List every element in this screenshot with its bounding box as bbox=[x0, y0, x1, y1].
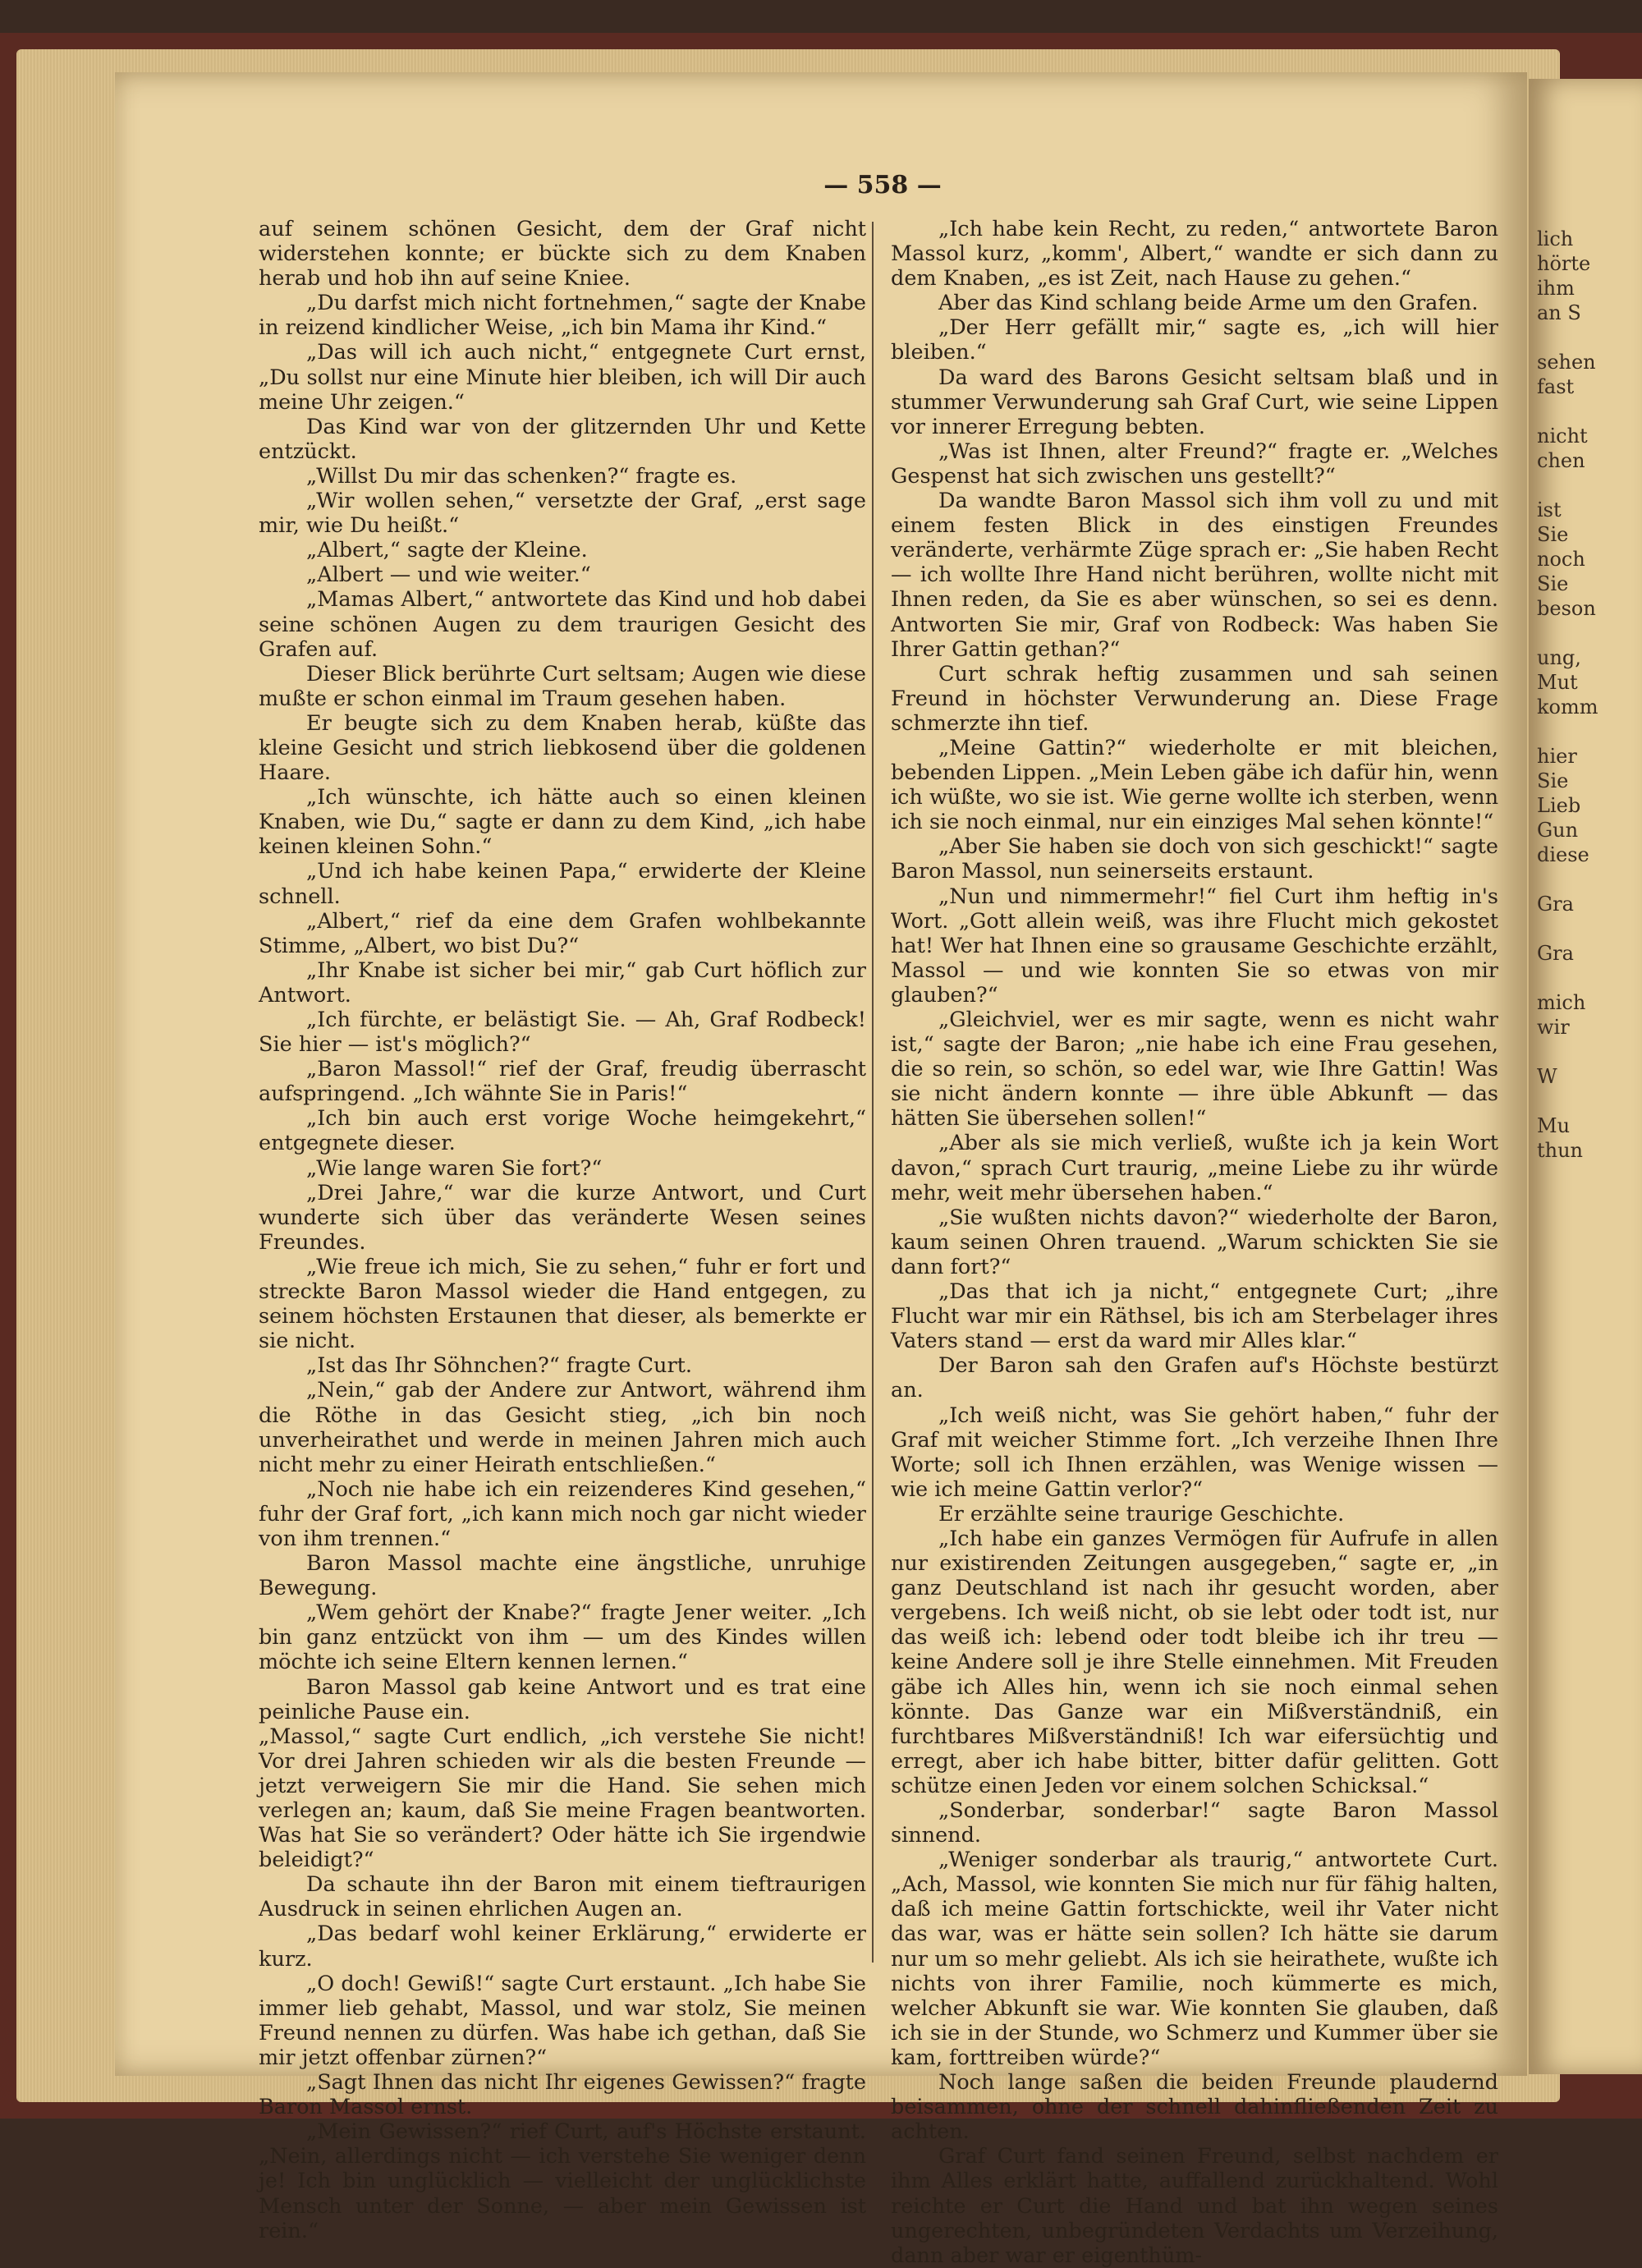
edge-fragment: Lieb bbox=[1537, 794, 1581, 817]
edge-fragment: hier bbox=[1537, 745, 1577, 768]
paragraph: „Aber als sie mich verließ, wußte ich ja kein Wort davon,“ sprach Curt traurig, „meine Liebe zu ihr würde mehr, weit mehr übersehen haben.“ bbox=[891, 1131, 1498, 1205]
paragraph: „Weniger sonderbar als traurig,“ antwortete Curt. „Ach, Massol, wie konnten Sie mich nur für fähig halten, daß ich meine Gattin fortschickte, weil ihr Vater nicht das war, was er hätte sein sollen? Ich hätte sie darum nur um so mehr geliebt. Als ich sie heirathete, wußte ich nichts von ihrer Familie, noch kümmerte es mich, welcher Abkunft sie war. Wie konnten Sie glauben, daß ich sie in der Stunde, wo Schmerz und Kummer über sie kam, forttreiben würde?“ bbox=[891, 1848, 1498, 2070]
paragraph: „Ich habe kein Recht, zu reden,“ antwortete Baron Massol kurz, „komm', Albert,“ wandte er sich dann zu dem Knaben, „es ist Zeit, nach Hause zu gehen.“ bbox=[891, 217, 1498, 292]
edge-fragment: Sie bbox=[1537, 572, 1569, 595]
paragraph: Curt schrak heftig zusammen und sah seinen Freund in höchster Verwunderung an. Diese Frage schmerzte ihn tief. bbox=[891, 661, 1498, 736]
edge-fragment bbox=[1537, 621, 1642, 645]
paragraph: „Noch nie habe ich ein reizenderes Kind gesehen,“ fuhr der Graf fort, „ich kann mich noch gar nicht wieder von ihm trennen.“ bbox=[259, 1476, 866, 1551]
paragraph: „Sonderbar, sonderbar!“ sagte Baron Massol sinnend. bbox=[891, 1798, 1498, 1848]
paragraph: „Ich habe ein ganzes Vermögen für Aufrufe in allen nur existirenden Zeitungen ausgegeben,“ sagte er, „in ganz Deutschland ist nach ihr gesucht worden, aber vergebens. Ich weiß nicht, ob sie lebt oder todt ist, nur das weiß ich: lebend oder todt bleibe ich ihr treu — keine Andere soll je ihre Stelle einnehmen. Mit Freuden gäbe ich Alles hin, wenn ich sie noch einmal sehen könnte. Das Ganze war ein Mißverständniß, ein furchtbares Mißverständniß! Ich war eifersüchtig und erregt, aber ich habe bitter, bitter dafür gelitten. Gott schütze einen Jeden vor einem solchen Schicksal.“ bbox=[891, 1526, 1498, 1798]
paragraph: „Albert — und wie weiter.“ bbox=[306, 562, 591, 588]
paragraph: „Sie wußten nichts davon?“ wiederholte der Baron, kaum seinen Ohren trauend. „Warum schickten Sie sie dann fort?“ bbox=[891, 1205, 1498, 1279]
paragraph: „Willst Du mir das schenken?“ fragte es. bbox=[306, 463, 737, 489]
paragraph: „Ich weiß nicht, was Sie gehört haben,“ fuhr der Graf mit weicher Stimme fort. „Ich verzeihe Ihnen Ihre Worte; soll ich Ihnen erzählen, was Wenige wissen — wie ich meine Gattin verlor?“ bbox=[891, 1403, 1498, 1502]
edge-fragment: Gra bbox=[1537, 893, 1574, 916]
edge-fragment: W bbox=[1537, 1065, 1557, 1088]
paragraph: „Wem gehört der Knabe?“ fragte Jener weiter. „Ich bin ganz entzückt von ihm — um des Kindes willen möchte ich seine Eltern kennen lernen.“ bbox=[259, 1600, 866, 1675]
paragraph: „Das that ich ja nicht,“ entgegnete Curt; „ihre Flucht war mir ein Räthsel, bis ich am Sterbelager ihres Vaters stand — erst da ward mir Alles klar.“ bbox=[891, 1279, 1498, 1354]
paragraph: „Nun und nimmermehr!“ fiel Curt ihm heftig in's Wort. „Gott allein weiß, was ihre Flucht mich gekostet hat! Wer hat Ihnen eine so grausame Geschichte erzählt, Massol — und wie konnten Sie so etwas von mir glauben?“ bbox=[891, 884, 1498, 1008]
edge-fragment: thun bbox=[1537, 1139, 1584, 1162]
paragraph: „Du darfst mich nicht fortnehmen,“ sagte der Knabe in reizend kindlicher Weise, „ich bin Mama ihr Kind.“ bbox=[259, 291, 866, 341]
paragraph: Noch lange saßen die beiden Freunde plaudernd beisammen, ohne der schnell dahinfließenden Zeit zu achten. bbox=[891, 2070, 1498, 2145]
paragraph: „Gleichviel, wer es mir sagte, wenn es nicht wahr ist,“ sagte der Baron; „nie habe ich eine Frau gesehen, die so rein, so schön, so edel war, wie Ihre Gattin! Was sie nicht ändern konnte — ihre üble Abkunft — das hätten Sie übersehen sollen!“ bbox=[891, 1008, 1498, 1132]
paragraph: „Was ist Ihnen, alter Freund?“ fragte er. „Welches Gespenst hat sich zwischen uns gestellt?“ bbox=[891, 438, 1498, 489]
edge-fragment: Gun bbox=[1537, 819, 1579, 842]
edge-fragment: Gra bbox=[1537, 942, 1574, 965]
paragraph: „Wie freue ich mich, Sie zu sehen,“ fuhr er fort und streckte Baron Massol wieder die Hand entgegen, zu seinem höchsten Erstaunen that dieser, als bemerkte er sie nicht. bbox=[259, 1254, 866, 1354]
paragraph: „Sagt Ihnen das nicht Ihr eigenes Gewissen?“ fragte Baron Massol ernst. bbox=[259, 2070, 866, 2120]
edge-fragment bbox=[1537, 966, 1642, 990]
edge-fragment: fast bbox=[1537, 375, 1575, 398]
edge-fragment: lich bbox=[1537, 227, 1574, 250]
paragraph: Baron Massol machte eine ängstliche, unruhige Bewegung. bbox=[259, 1551, 866, 1601]
edge-fragment bbox=[1537, 867, 1642, 892]
right-text-column bbox=[891, 217, 1498, 2268]
next-page-edge bbox=[1529, 79, 1642, 2074]
edge-fragment: Mut bbox=[1537, 671, 1578, 694]
edge-fragment: wir bbox=[1537, 1016, 1570, 1039]
edge-fragment: beson bbox=[1537, 597, 1596, 620]
paragraph: Das Kind war von der glitzernden Uhr und Kette entzückt. bbox=[259, 414, 866, 464]
edge-fragment: hörte bbox=[1537, 252, 1591, 275]
edge-fragment: Sie bbox=[1537, 769, 1569, 792]
paragraph: „Nein,“ gab der Andere zur Antwort, während ihm die Röthe in das Gesicht stieg, „ich bin noch unverheirathet und werde in meinen Jahren mich auch nicht mehr zu einer Heirath entschließen.“ bbox=[259, 1378, 866, 1477]
paragraph: Graf Curt fand seinen Freund, selbst nachdem er ihm Alles erklärt hatte, auffallend zurückhaltend. Wohl reichte er Curt die Hand und bat ihn wegen seines ungerechten, unbegründeten Verdachts um Verzeihung, dann aber war er eigenthüm- bbox=[891, 2144, 1498, 2268]
paragraph: „Mein Gewissen?“ rief Curt, auf's Höchste erstaunt. „Nein, allerdings nicht — ich verstehe Sie weniger denn je! Ich bin unglücklich — vielleicht der unglücklichste Mensch unter der Sonne, — aber mein Gewissen ist rein.“ bbox=[259, 2119, 866, 2243]
paragraph: Er beugte sich zu dem Knaben herab, küßte das kleine Gesicht und strich liebkosend über die goldenen Haare. bbox=[259, 710, 866, 786]
paragraph: „Baron Massol!“ rief der Graf, freudig überrascht aufspringend. „Ich wähnte Sie in Paris!“ bbox=[259, 1057, 866, 1107]
edge-fragment: nicht bbox=[1537, 425, 1588, 448]
paragraph: „Albert,“ rief da eine dem Grafen wohlbekannte Stimme, „Albert, wo bist Du?“ bbox=[259, 908, 866, 958]
edge-fragment: sehen bbox=[1537, 351, 1596, 374]
edge-fragment: an S bbox=[1537, 301, 1581, 324]
paragraph: Aber das Kind schlang beide Arme um den Grafen. bbox=[938, 291, 1479, 316]
paragraph: „Massol,“ sagte Curt endlich, „ich verstehe Sie nicht! Vor drei Jahren schieden wir als die besten Freunde — jetzt verweigern Sie mir die Hand. Sie sehen mich verlegen an; kaum, daß Sie meine Fragen beantworten. Was hat Sie so verändert? Oder hätte ich Sie irgendwie beleidigt?“ bbox=[259, 1724, 866, 1873]
edge-fragment bbox=[1537, 916, 1642, 941]
edge-fragment: komm bbox=[1537, 696, 1598, 719]
edge-fragment bbox=[1537, 1089, 1642, 1113]
edge-fragment: chen bbox=[1537, 449, 1585, 472]
paragraph: „O doch! Gewiß!“ sagte Curt erstaunt. „Ich habe Sie immer lieb gehabt, Massol, und war stolz, Sie meinen Freund nennen zu dürfen. Was habe ich gethan, daß Sie mir jetzt offenbar zürnen?“ bbox=[259, 1971, 866, 2070]
edge-fragment: mich bbox=[1537, 991, 1586, 1014]
paragraph: Da ward des Barons Gesicht seltsam blaß und in stummer Verwunderung sah Graf Curt, wie seine Lippen vor innerer Erregung bebten. bbox=[891, 365, 1498, 439]
paragraph: Dieser Blick berührte Curt seltsam; Augen wie diese mußte er schon einmal im Traum gesehen haben. bbox=[259, 661, 866, 711]
edge-fragment bbox=[1537, 325, 1642, 350]
edge-fragment: ung, bbox=[1537, 646, 1581, 669]
paragraph: Da wandte Baron Massol sich ihm voll zu und mit einem festen Blick in des einstigen Freundes veränderte, verhärmte Züge sprach er: „Sie haben Recht — ich wollte Ihre Hand nicht berühren, wollte nicht mit Ihnen reden, da Sie es aber wünschen, so sei es denn. Antworten Sie mir, Graf von Rodbeck: Was haben Sie Ihrer Gattin gethan?“ bbox=[891, 489, 1498, 662]
paragraph: „Ich bin auch erst vorige Woche heimgekehrt,“ entgegnete dieser. bbox=[259, 1106, 866, 1156]
paragraph: auf seinem schönen Gesicht, dem der Graf nicht widerstehen konnte; er bückte sich zu dem Knaben herab und hob ihn auf seine Kniee. bbox=[259, 217, 866, 292]
edge-fragment: Mu bbox=[1537, 1114, 1571, 1137]
paragraph: „Und ich habe keinen Papa,“ erwiderte der Kleine schnell. bbox=[259, 859, 866, 909]
edge-fragment: diese bbox=[1537, 843, 1589, 866]
edge-fragment bbox=[1537, 1040, 1642, 1064]
next-page-fragments bbox=[1529, 79, 1642, 1163]
paragraph: „Der Herr gefällt mir,“ sagte es, „ich will hier bleiben.“ bbox=[891, 315, 1498, 365]
edge-fragment bbox=[1537, 719, 1642, 744]
paragraph: „Das will ich auch nicht,“ entgegnete Curt ernst, „Du sollst nur eine Minute hier bleiben, ich will Dir auch meine Uhr zeigen.“ bbox=[259, 340, 866, 415]
paragraph: „Mamas Albert,“ antwortete das Kind und hob dabei seine schönen Augen zu dem traurigen Gesicht des Grafen auf. bbox=[259, 587, 866, 662]
paragraph: „Ich wünschte, ich hätte auch so einen kleinen Knaben, wie Du,“ sagte er dann zu dem Kind, „ich habe keinen kleinen Sohn.“ bbox=[259, 785, 866, 860]
paragraph: „Drei Jahre,“ war die kurze Antwort, und Curt wunderte sich über das veränderte Wesen seines Freundes. bbox=[259, 1180, 866, 1255]
edge-fragment bbox=[1537, 473, 1642, 498]
paragraph: Da schaute ihn der Baron mit einem tieftraurigen Ausdruck in seinen ehrlichen Augen an. bbox=[259, 1872, 866, 1922]
paragraph: „Wir wollen sehen,“ versetzte der Graf, „erst sage mir, wie Du heißt.“ bbox=[259, 489, 866, 539]
paragraph: „Ist das Ihr Söhnchen?“ fragte Curt. bbox=[306, 1353, 693, 1379]
paragraph: „Meine Gattin?“ wiederholte er mit bleichen, bebenden Lippen. „Mein Leben gäbe ich dafür hin, wenn ich wüßte, wo sie ist. Wie gerne wollte ich sterben, wenn ich sie noch einmal, nur ein einziges Mal sehen könnte!“ bbox=[891, 735, 1498, 835]
paragraph: Er erzählte seine traurige Geschichte. bbox=[938, 1501, 1345, 1527]
page-number: — 558 — bbox=[823, 171, 942, 200]
column-divider bbox=[872, 222, 874, 1963]
paragraph: „Das bedarf wohl keiner Erklärung,“ erwiderte er kurz. bbox=[259, 1921, 866, 1972]
paragraph: Der Baron sah den Grafen auf's Höchste bestürzt an. bbox=[891, 1353, 1498, 1403]
paragraph: „Aber Sie haben sie doch von sich geschickt!“ sagte Baron Massol, nun seinerseits erstaunt. bbox=[891, 834, 1498, 884]
paragraph: „Wie lange waren Sie fort?“ bbox=[306, 1155, 603, 1181]
edge-fragment: noch bbox=[1537, 548, 1585, 571]
edge-fragment bbox=[1537, 399, 1642, 424]
paragraph: „Ihr Knabe ist sicher bei mir,“ gab Curt höflich zur Antwort. bbox=[259, 957, 866, 1008]
left-text-column bbox=[259, 217, 866, 2243]
paragraph: „Albert,“ sagte der Kleine. bbox=[306, 538, 588, 563]
paragraph: „Ich fürchte, er belästigt Sie. — Ah, Graf Rodbeck! Sie hier — ist's möglich?“ bbox=[259, 1008, 866, 1058]
edge-fragment: ihm bbox=[1537, 277, 1575, 300]
edge-fragment: Sie bbox=[1537, 523, 1569, 546]
edge-fragment: ist bbox=[1537, 498, 1562, 521]
paragraph: Baron Massol gab keine Antwort und es trat eine peinliche Pause ein. bbox=[259, 1674, 866, 1724]
